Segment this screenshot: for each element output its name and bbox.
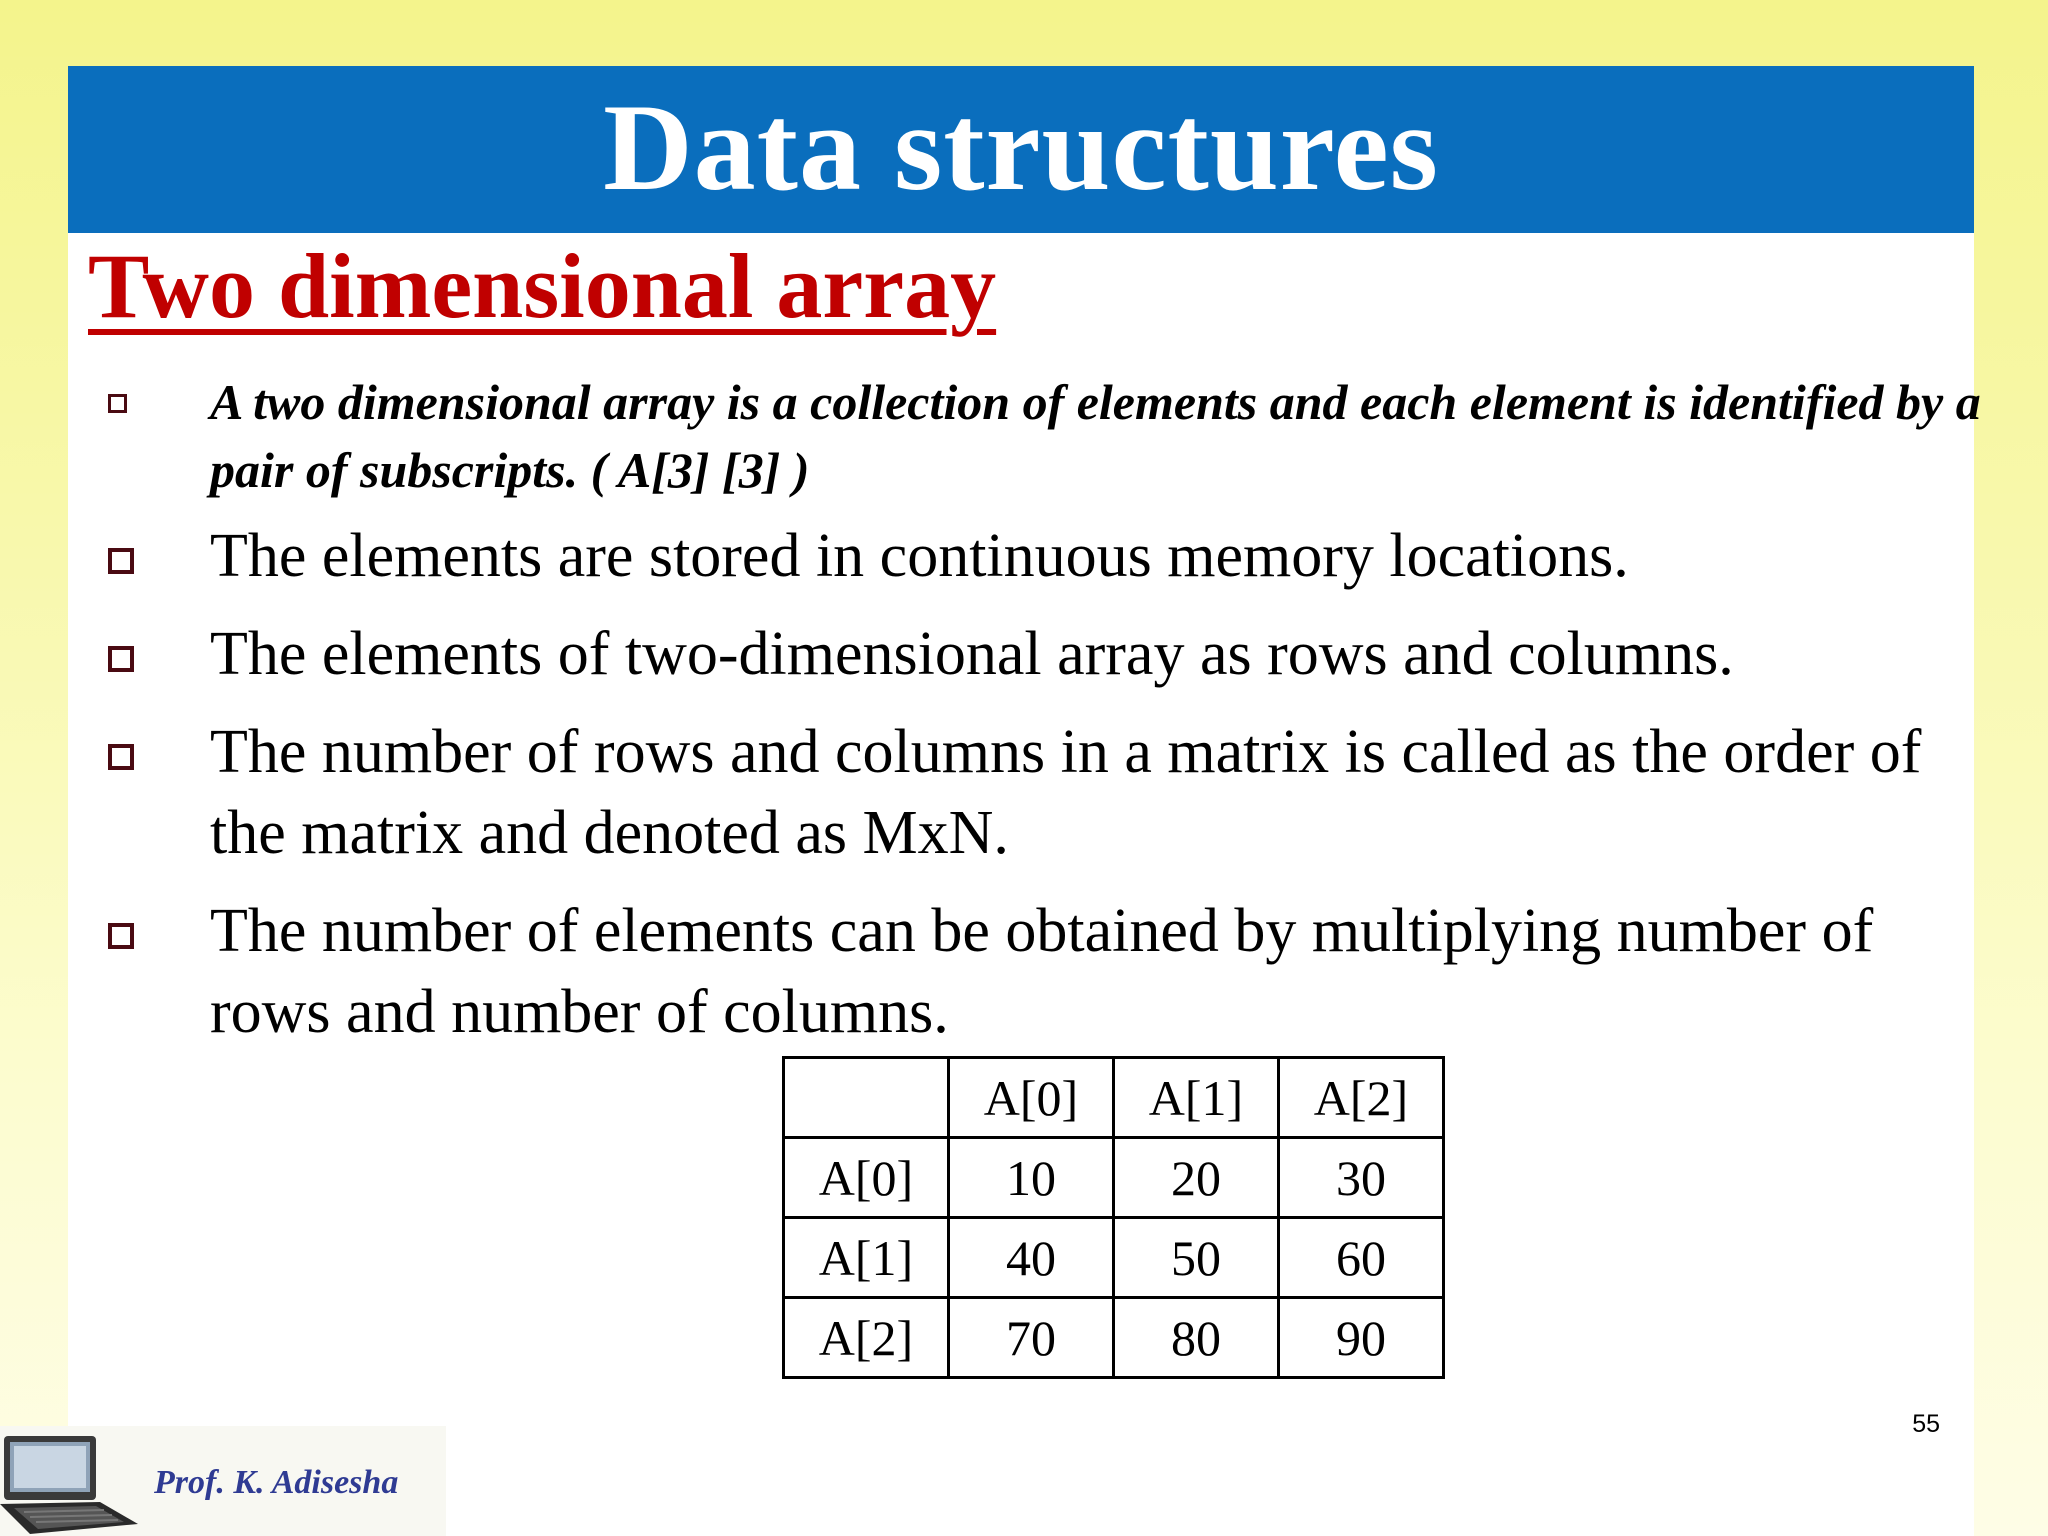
bullet-item: [104, 614, 1984, 695]
slide-subtitle: Two dimensional array: [88, 235, 997, 337]
table-cell: 40: [949, 1218, 1114, 1298]
table-cell: 90: [1279, 1298, 1444, 1378]
column-header: A[0]: [949, 1058, 1114, 1138]
square-bullet-icon: [108, 646, 134, 672]
table-cell: 80: [1114, 1298, 1279, 1378]
bullet-text: The elements of two-dimensional array as rows and columns.: [210, 620, 1734, 688]
table-cell: 70: [949, 1298, 1114, 1378]
bullet-list: [104, 368, 1984, 1070]
corner-cell: [784, 1058, 949, 1138]
slide-title: Data structures: [603, 78, 1439, 216]
bullet-text: The elements are stored in continuous memory locations.: [210, 522, 1629, 590]
column-header: A[1]: [1114, 1058, 1279, 1138]
table-row: [784, 1298, 1444, 1378]
square-bullet-icon: [108, 923, 134, 949]
row-header: A[1]: [784, 1218, 949, 1298]
table-cell: 20: [1114, 1138, 1279, 1218]
table-cell: 30: [1279, 1138, 1444, 1218]
table-cell: 60: [1279, 1218, 1444, 1298]
square-bullet-icon: [108, 548, 134, 574]
table-cell: 50: [1114, 1218, 1279, 1298]
table-header-row: [784, 1058, 1444, 1138]
row-header: A[2]: [784, 1298, 949, 1378]
bullet-text: A two dimensional array is a collection of elements and each element is identified by a pair of subscripts. ( A[3] [3] ): [210, 374, 1981, 498]
matrix-table: [782, 1056, 1445, 1379]
bullet-item: [104, 516, 1984, 597]
title-bar: [68, 66, 1974, 233]
bullet-item: [104, 368, 1984, 504]
laptop-icon: [0, 1426, 150, 1536]
table-row: [784, 1218, 1444, 1298]
row-header: A[0]: [784, 1138, 949, 1218]
square-bullet-icon: [108, 744, 134, 770]
bullet-text: The number of elements can be obtained by multiplying number of rows and number of columns.: [210, 897, 1874, 1046]
bullet-item: [104, 712, 1984, 874]
author-name: Prof. K. Adisesha: [154, 1464, 399, 1501]
bullet-item: [104, 891, 1984, 1053]
page-number: 55: [1912, 1410, 1940, 1438]
table-cell: 10: [949, 1138, 1114, 1218]
column-header: A[2]: [1279, 1058, 1444, 1138]
bullet-text: The number of rows and columns in a matrix is called as the order of the matrix and denoted as MxN.: [210, 718, 1922, 867]
author-logo: [0, 1426, 446, 1536]
square-bullet-icon: [108, 394, 127, 413]
table-row: [784, 1138, 1444, 1218]
